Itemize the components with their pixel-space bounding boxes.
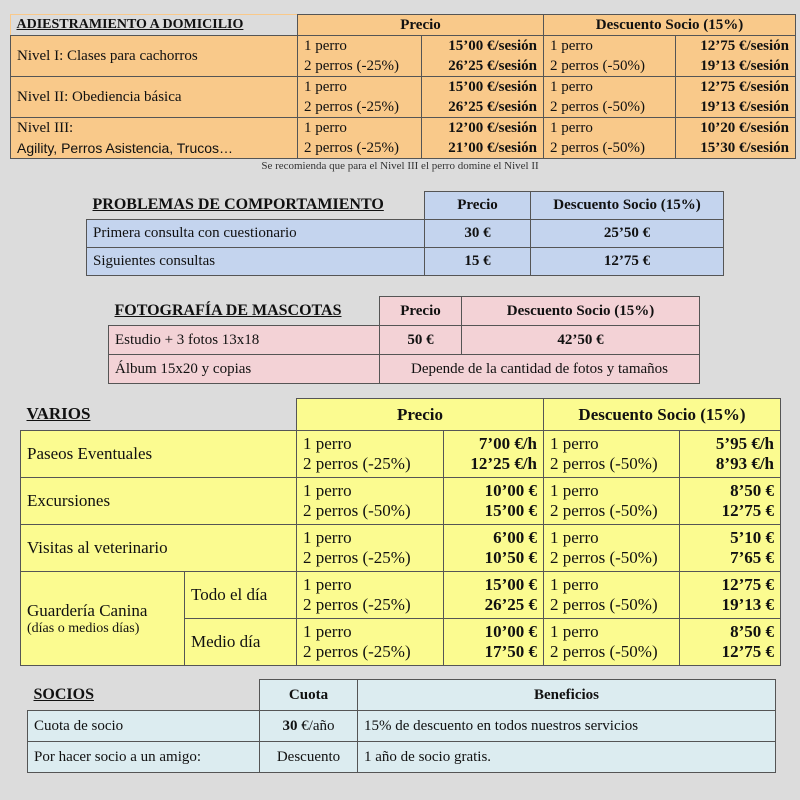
quantity-cell: 1 perro 2 perros (-25%): [298, 118, 422, 159]
table-row: [87, 220, 724, 248]
price-cell: 50 €: [380, 326, 462, 355]
guarderia-sub-label: Todo el día: [185, 572, 297, 619]
price-cell: 12’00 €/sesión 21’00 €/sesión: [422, 118, 544, 159]
discount-cell: 8’50 € 12’75 €: [680, 619, 781, 666]
table-row: [21, 431, 781, 478]
table-row: [109, 355, 700, 384]
discount-cell: 5’10 € 7’65 €: [680, 525, 781, 572]
quantity-cell: 1 perro 2 perros (-25%): [298, 36, 422, 77]
quantity-cell: 1 perro 2 perros (-50%): [297, 478, 444, 525]
price-cell: 30 €: [425, 220, 531, 248]
price-cell: 10’00 € 15’00 €: [444, 478, 544, 525]
quantity-cell: 1 perro 2 perros (-25%): [297, 619, 444, 666]
quantity-cell: 1 perro 2 perros (-25%): [297, 525, 444, 572]
discount-cell: 10’20 €/sesión 15’30 €/sesión: [676, 118, 796, 159]
socio-label: Por hacer socio a un amigo:: [28, 742, 260, 773]
socios-table: [27, 679, 776, 773]
price-cell: 15 €: [425, 248, 531, 276]
fotografia-table: [108, 296, 700, 384]
quantity-cell: 1 perro 2 perros (-25%): [297, 431, 444, 478]
beneficio-cell: 15% de descuento en todos nuestros servicios: [358, 711, 776, 742]
varios-precio-header: Precio: [297, 399, 544, 431]
beneficio-cell: 1 año de socio gratis.: [358, 742, 776, 773]
quantity-cell: 1 perro 2 perros (-50%): [544, 431, 680, 478]
varios-title: VARIOS: [21, 399, 297, 431]
comportamiento-descuento-header: Descuento Socio (15%): [531, 192, 724, 220]
service-label: Visitas al veterinario: [21, 525, 297, 572]
table-row: [21, 572, 781, 619]
nivel-label: Nivel II: Obediencia básica: [11, 77, 298, 118]
price-cell: 10’00 € 17’50 €: [444, 619, 544, 666]
socios-beneficios-header: Beneficios: [358, 680, 776, 711]
discount-cell: 12’75 €/sesión 19’13 €/sesión: [676, 36, 796, 77]
adiestramiento-table: [10, 14, 796, 159]
guarderia-label: Guardería Canina (días o medios días): [21, 572, 185, 666]
discount-cell: 12’75 €: [531, 248, 724, 276]
nivel-label: Nivel I: Clases para cachorros: [11, 36, 298, 77]
price-cell: 6’00 € 10’50 €: [444, 525, 544, 572]
table-row: [21, 525, 781, 572]
adiestramiento-descuento-header: Descuento Socio (15%): [544, 15, 796, 36]
cuota-cell: Descuento: [260, 742, 358, 773]
service-label: Siguientes consultas: [87, 248, 425, 276]
discount-cell: 8’50 € 12’75 €: [680, 478, 781, 525]
discount-cell: 42’50 €: [462, 326, 700, 355]
quantity-cell: 1 perro 2 perros (-25%): [297, 572, 444, 619]
comportamiento-precio-header: Precio: [425, 192, 531, 220]
table-row: [28, 742, 776, 773]
service-label: Primera consulta con cuestionario: [87, 220, 425, 248]
table-row: [87, 248, 724, 276]
quantity-cell: 1 perro 2 perros (-50%): [544, 118, 676, 159]
quantity-cell: 1 perro 2 perros (-50%): [544, 77, 676, 118]
quantity-cell: 1 perro 2 perros (-50%): [544, 36, 676, 77]
table-row: [109, 326, 700, 355]
table-row: [11, 36, 796, 77]
adiestramiento-precio-header: Precio: [298, 15, 544, 36]
fotografia-precio-header: Precio: [380, 297, 462, 326]
price-cell: 7’00 €/h 12’25 €/h: [444, 431, 544, 478]
socio-label: Cuota de socio: [28, 711, 260, 742]
service-label: Paseos Eventuales: [21, 431, 297, 478]
varios-descuento-header: Descuento Socio (15%): [544, 399, 781, 431]
discount-cell: 12’75 € 19’13 €: [680, 572, 781, 619]
guarderia-sub-label: Medio día: [185, 619, 297, 666]
price-cell: 15’00 € 26’25 €: [444, 572, 544, 619]
price-cell: 15’00 €/sesión 26’25 €/sesión: [422, 36, 544, 77]
discount-cell: 25’50 €: [531, 220, 724, 248]
table-row: [28, 711, 776, 742]
adiestramiento-title: ADIESTRAMIENTO A DOMICILIO: [11, 15, 298, 36]
table-row: [11, 77, 796, 118]
quantity-cell: 1 perro 2 perros (-50%): [544, 572, 680, 619]
table-row: [21, 478, 781, 525]
socios-cuota-header: Cuota: [260, 680, 358, 711]
discount-cell: 12’75 €/sesión 19’13 €/sesión: [676, 77, 796, 118]
fotografia-descuento-header: Descuento Socio (15%): [462, 297, 700, 326]
quantity-cell: 1 perro 2 perros (-50%): [544, 478, 680, 525]
comportamiento-title: PROBLEMAS DE COMPORTAMIENTO: [87, 192, 425, 220]
price-note-cell: Depende de la cantidad de fotos y tamaños: [380, 355, 700, 384]
cuota-cell: 30 €/año: [260, 711, 358, 742]
service-label: Estudio + 3 fotos 13x18: [109, 326, 380, 355]
quantity-cell: 1 perro 2 perros (-50%): [544, 619, 680, 666]
nivel-label: Nivel III: Agility, Perros Asistencia, Trucos…: [11, 118, 298, 159]
varios-table: [20, 398, 781, 666]
service-label: Álbum 15x20 y copias: [109, 355, 380, 384]
quantity-cell: 1 perro 2 perros (-25%): [298, 77, 422, 118]
comportamiento-table: [86, 191, 724, 276]
quantity-cell: 1 perro 2 perros (-50%): [544, 525, 680, 572]
discount-cell: 5’95 €/h 8’93 €/h: [680, 431, 781, 478]
socios-title: SOCIOS: [28, 680, 260, 711]
service-label: Excursiones: [21, 478, 297, 525]
price-cell: 15’00 €/sesión 26’25 €/sesión: [422, 77, 544, 118]
fotografia-title: FOTOGRAFÍA DE MASCOTAS: [109, 297, 380, 326]
adiestramiento-note: Se recomienda que para el Nivel III el perro domine el Nivel II: [261, 160, 539, 172]
table-row: [11, 118, 796, 159]
